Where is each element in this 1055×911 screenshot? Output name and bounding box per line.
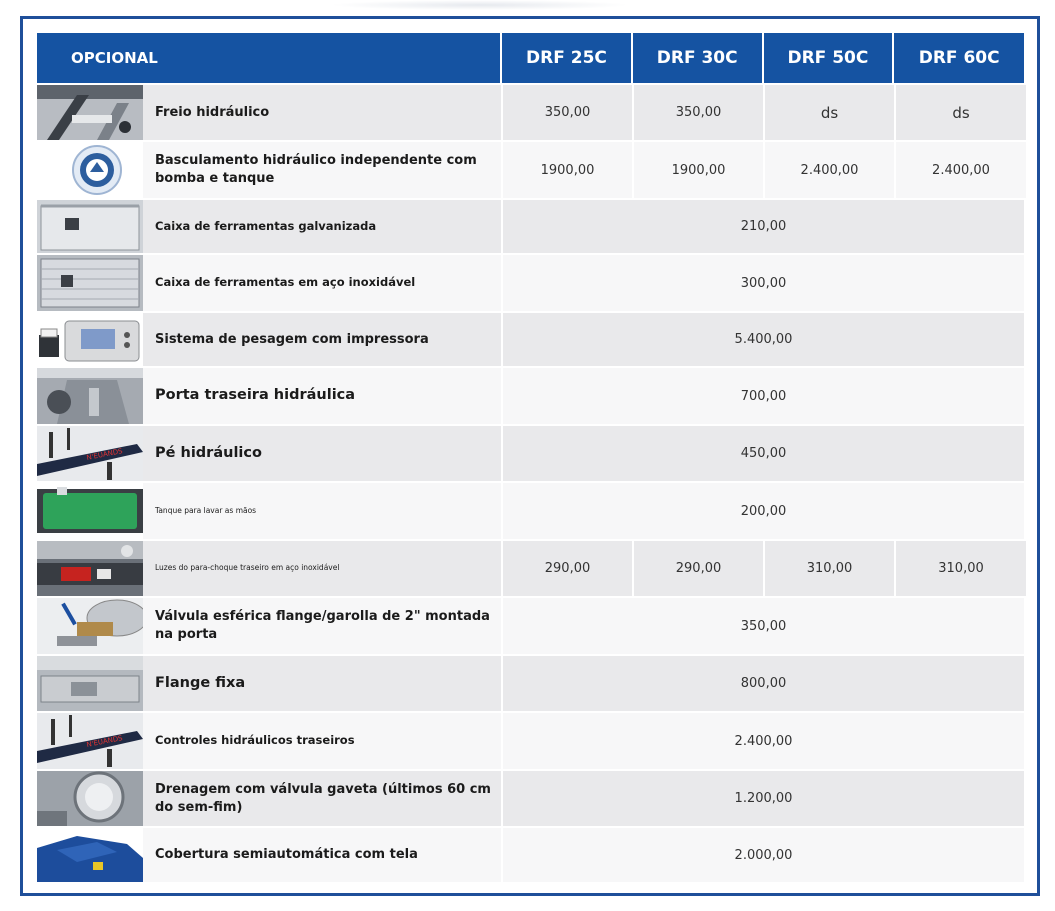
table-row: [37, 313, 1024, 366]
price-drf60c: 2.400,00: [896, 142, 1026, 198]
price-all-models: 800,00: [503, 656, 1024, 711]
header-drf50c: DRF 50C: [764, 33, 893, 83]
price-all-models: 2.400,00: [503, 713, 1024, 769]
option-label: Luzes do para-choque traseiro em aço inoxidável: [143, 541, 501, 596]
gate-valve-drain-photo: [37, 771, 143, 826]
price-drf25c: 1900,00: [503, 142, 632, 198]
top-shadow: [330, 0, 630, 10]
price-all-models: 350,00: [503, 598, 1024, 654]
price-all-models: 210,00: [503, 200, 1024, 253]
certification-seal-badge: [37, 142, 143, 198]
table-row: [37, 368, 1024, 424]
options-price-frame: [20, 16, 1040, 896]
option-label: Sistema de pesagem com impressora: [143, 313, 501, 366]
option-label: Válvula esférica flange/garolla de 2" montada na porta: [143, 598, 501, 654]
option-label: Drenagem com válvula gaveta (últimos 60 cm do sem-fim): [143, 771, 501, 826]
fixed-flange-photo: [37, 656, 143, 711]
price-drf50c: 2.400,00: [765, 142, 894, 198]
table-row: [37, 200, 1024, 253]
price-drf60c: 310,00: [896, 541, 1026, 596]
options-price-table: [37, 33, 1024, 882]
table-row: [37, 483, 1024, 539]
table-row: [37, 85, 1024, 140]
price-drf25c: 290,00: [503, 541, 632, 596]
option-label: Tanque para lavar as mãos: [143, 483, 501, 539]
table-row: [37, 255, 1024, 311]
price-all-models: 2.000,00: [503, 828, 1024, 882]
header-opcional: OPCIONAL: [37, 33, 500, 83]
price-all-models: 300,00: [503, 255, 1024, 311]
galvanized-toolbox-photo: [37, 200, 143, 253]
weighing-system-printer-photo: [37, 313, 143, 366]
hydraulic-jack-photo: [37, 426, 143, 481]
hand-wash-tank-photo: [37, 483, 143, 539]
semi-automatic-cover-photo: [37, 828, 143, 882]
table-row: [37, 142, 1024, 198]
table-row: [37, 541, 1024, 596]
table-row: [37, 598, 1024, 654]
price-drf50c: ds: [765, 85, 894, 140]
header-drf60c: DRF 60C: [894, 33, 1024, 83]
option-label: Basculamento hidráulico independente com bomba e tanque: [143, 142, 501, 198]
option-label: Porta traseira hidráulica: [143, 368, 501, 424]
stainless-toolbox-photo: [37, 255, 143, 311]
price-drf30c: 1900,00: [634, 142, 763, 198]
price-drf30c: 350,00: [634, 85, 763, 140]
price-all-models: 1.200,00: [503, 771, 1024, 826]
table-row: [37, 656, 1024, 711]
price-all-models: 700,00: [503, 368, 1024, 424]
hydraulic-rear-door-photo: [37, 368, 143, 424]
price-all-models: 200,00: [503, 483, 1024, 539]
price-drf25c: 350,00: [503, 85, 632, 140]
header-drf25c: DRF 25C: [502, 33, 631, 83]
hydraulic-brake-photo: [37, 85, 143, 140]
table-row: [37, 771, 1024, 826]
option-label: Pé hidráulico: [143, 426, 501, 481]
price-drf60c: ds: [896, 85, 1026, 140]
price-all-models: 450,00: [503, 426, 1024, 481]
option-label: Flange fixa: [143, 656, 501, 711]
option-label: Caixa de ferramentas em aço inoxidável: [143, 255, 501, 311]
price-all-models: 5.400,00: [503, 313, 1024, 366]
header-drf30c: DRF 30C: [633, 33, 762, 83]
option-label: Freio hidráulico: [143, 85, 501, 140]
price-drf50c: 310,00: [765, 541, 894, 596]
table-row: [37, 426, 1024, 481]
option-label: Cobertura semiautomática com tela: [143, 828, 501, 882]
rear-hydraulic-controls-photo: [37, 713, 143, 769]
table-row: [37, 713, 1024, 769]
ball-valve-photo: [37, 598, 143, 654]
price-drf30c: 290,00: [634, 541, 763, 596]
table-row: [37, 828, 1024, 882]
svg-text:N'EUANDS: N'EUANDS: [85, 734, 124, 749]
svg-text:N'EUANDS: N'EUANDS: [85, 447, 124, 462]
table-header: [37, 33, 1024, 83]
rear-bumper-lights-photo: [37, 541, 143, 596]
option-label: Caixa de ferramentas galvanizada: [143, 200, 501, 253]
option-label: Controles hidráulicos traseiros: [143, 713, 501, 769]
